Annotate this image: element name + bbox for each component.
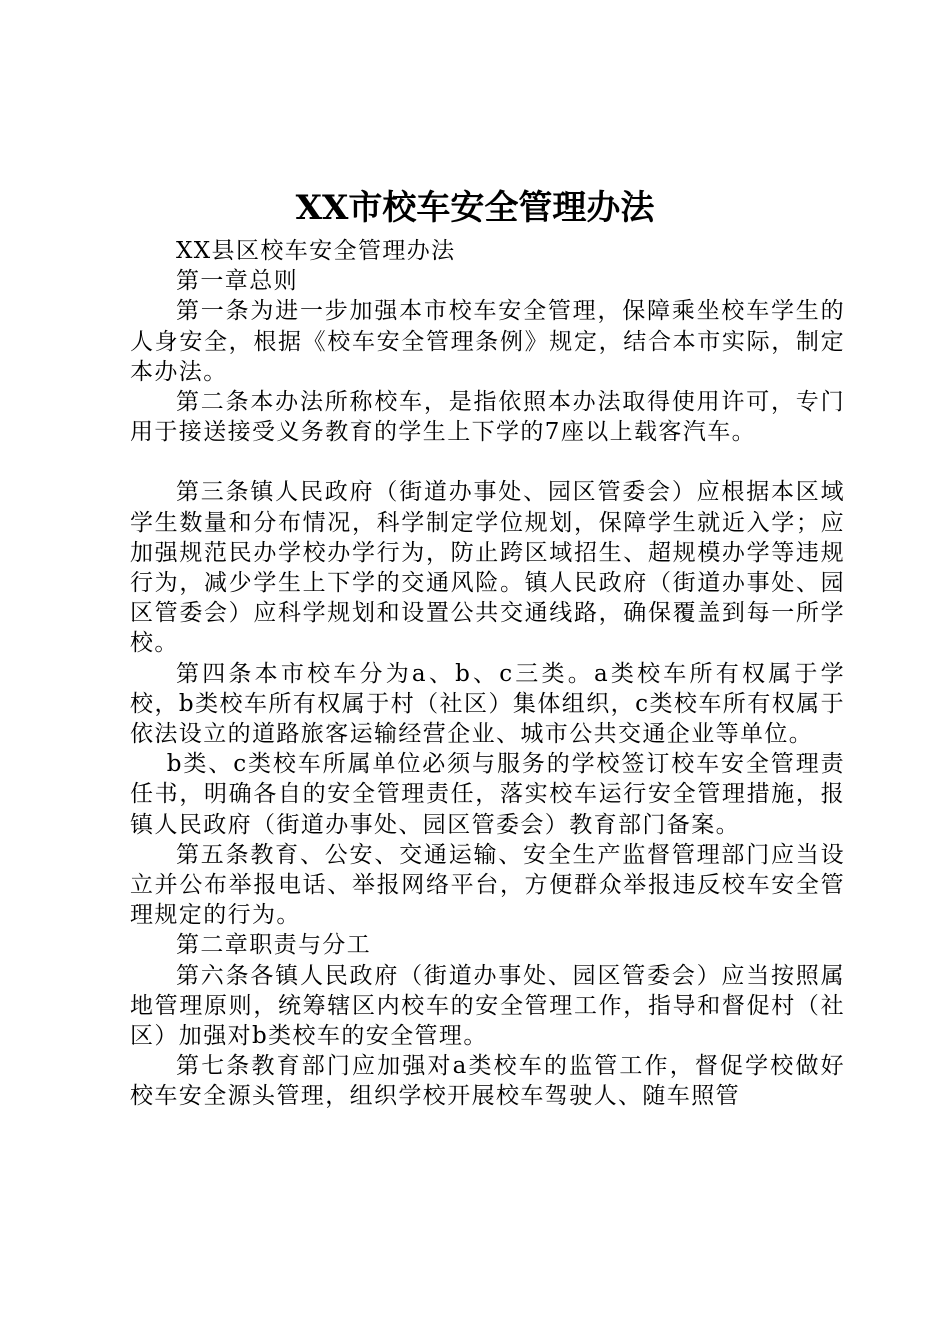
article-paragraph: 第六条各镇人民政府（街道办事处、园区管委会）应当按照属地管理原则，统筹辖区内校车的安全管理工作，指导和督促村（社区）加强对b类校车的安全管理。 <box>130 962 845 1050</box>
article-paragraph: 第三条镇人民政府（街道办事处、园区管委会）应根据本区域学生数量和分布情况，科学制定学位规划，保障学生就近入学；应加强规范民办学校办学行为，防止跨区域招生、超规模办学等违规行为，减少学生上下学的交通风险。镇人民政府（街道办事处、园区管委会）应科学规划和设置公共交通线路，确保覆盖到每一所学校。 <box>130 479 845 657</box>
article-paragraph: 第四条本市校车分为a、b、c三类。a类校车所有权属于学校，b类校车所有权属于村（社区）集体组织，c类校车所有权属于依法设立的道路旅客运输经营企业、城市公共交通企业等单位。 <box>130 660 845 748</box>
chapter-heading: 第二章职责与分工 <box>176 932 372 959</box>
chapter-heading: 第一章总则 <box>176 268 298 295</box>
article-paragraph: b类、c类校车所属单位必须与服务的学校签订校车安全管理责任书，明确各自的安全管理责任，落实校车运行安全管理措施，报镇人民政府（街道办事处、园区管委会）教育部门备案。 <box>130 751 845 838</box>
article-paragraph: 第二条本办法所称校车，是指依照本办法取得使用许可，专门用于接送接受义务教育的学生上下学的7座以上载客汽车。 <box>130 389 845 446</box>
document-body <box>130 236 845 1112</box>
subtitle-paragraph: XX县区校车安全管理办法 <box>176 238 456 264</box>
article-paragraph: 第一条为进一步加强本市校车安全管理，保障乘坐校车学生的人身安全，根据《校车安全管理条例》规定，结合本市实际，制定本办法。 <box>130 298 845 385</box>
document-title: XX市校车安全管理办法 <box>295 188 655 228</box>
article-paragraph: 第七条教育部门应加强对a类校车的监管工作，督促学校做好校车安全源头管理，组织学校开展校车驾驶人、随车照管 <box>130 1053 845 1110</box>
article-paragraph: 第五条教育、公安、交通运输、安全生产监督管理部门应当设立并公布举报电话、举报网络平台，方便群众举报违反校车安全管理规定的行为。 <box>130 841 845 929</box>
